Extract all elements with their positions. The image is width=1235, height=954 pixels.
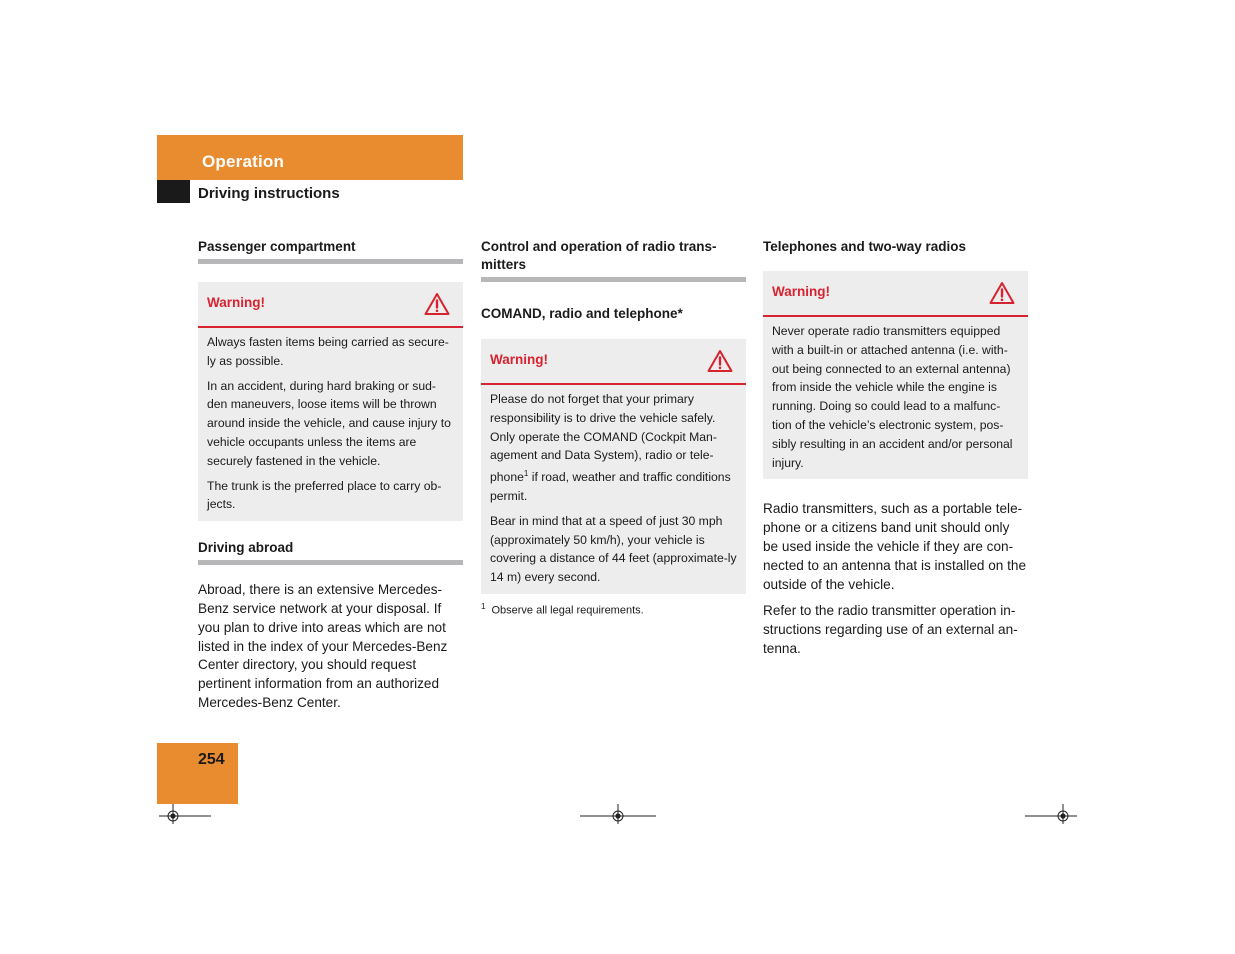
column-3 <box>763 238 1028 667</box>
warning-triangle-icon <box>424 292 450 316</box>
footnote <box>481 600 746 618</box>
warning-paragraph: Bear in mind that at a speed of just 30 mph (approximately 50 km/h), your vehicle is covering a distance of 44 feet (approximate-ly 14 m) every second. <box>490 513 737 585</box>
chapter-title: Operation <box>202 152 285 171</box>
heading-driving-abroad: Driving abroad <box>198 539 463 565</box>
warning-body <box>763 317 1028 479</box>
warning-paragraph: Never operate radio transmitters equipped with a built-in or attached antenna (i.e. with-out being connected to an external antenna) from inside the vehicle while the engine is running. Doing so could lead to a malfunc-tion of the vehicle’s electronic system, pos-sibly resulting in an accident and/or personal injury. <box>772 324 1013 470</box>
column-1 <box>198 238 463 721</box>
footnote-text: Observe all legal requirements. <box>491 604 644 617</box>
warning-label: Warning! <box>772 284 830 299</box>
paragraph: Abroad, there is an extensive Mercedes-Benz service network at your disposal. If you plan to drive into areas which are not listed in the index of your Mercedes-Benz Center directory, you should request pertinent information from an authorized Mercedes-Benz Center. <box>198 582 448 710</box>
page-number: 254 <box>198 751 225 768</box>
warning-paragraph: In an accident, during hard braking or sud-den maneuvers, loose items will be thrown around inside the vehicle, and cause injury to vehicle occupants unless the items are securely fastened in the vehicle. <box>207 378 451 468</box>
paragraph: Radio transmitters, such as a portable tele-phone or a citizens band unit should only be used inside the vehicle if they are con-nected to an antenna that is installed on the outside of the vehicle. <box>763 501 1027 592</box>
warning-label: Warning! <box>207 295 265 310</box>
crop-mark-icon <box>157 802 213 826</box>
subheading-comand: COMAND, radio and telephone* <box>481 306 683 321</box>
footnote-reference: 1 <box>523 469 529 479</box>
footnote-mark: 1 <box>481 602 486 612</box>
warning-box <box>198 282 463 521</box>
warning-body <box>481 385 746 594</box>
chapter-bar <box>157 135 463 180</box>
heading-passenger-compartment: Passenger compartment <box>198 238 463 264</box>
warning-box <box>763 271 1028 479</box>
warning-header <box>198 282 463 328</box>
warning-text: if road, weather and traffic conditions permit. <box>490 470 731 504</box>
warning-text: Please do not forget that your primary responsibility is to drive the vehicle safely. Only operate the COMAND (Cockpit Man-agement and Data System), radio or tele-phone <box>490 392 717 485</box>
warning-paragraph: The trunk is the preferred place to carry ob-jects. <box>207 478 442 512</box>
warning-body <box>198 328 463 521</box>
heading-telephones: Telephones and two-way radios <box>763 239 967 254</box>
warning-triangle-icon <box>989 281 1015 305</box>
warning-header <box>481 339 746 385</box>
page-number-box <box>157 743 238 804</box>
warning-header <box>763 271 1028 317</box>
warning-paragraph: Always fasten items being carried as secure-ly as possible. <box>207 335 449 368</box>
body-text <box>763 500 1028 658</box>
crop-mark-icon <box>578 802 658 826</box>
section-title: Driving instructions <box>198 185 340 202</box>
column-2 <box>481 238 746 618</box>
body-text <box>198 581 463 713</box>
section-marker <box>157 180 190 203</box>
warning-triangle-icon <box>707 349 733 373</box>
heading-radio-transmitters: Control and operation of radio trans-mitters <box>481 238 746 282</box>
warning-box <box>481 339 746 594</box>
warning-label: Warning! <box>490 352 548 367</box>
warning-paragraph <box>490 390 737 506</box>
paragraph: Refer to the radio transmitter operation in-structions regarding use of an external an-tenna. <box>763 603 1018 656</box>
crop-mark-icon <box>1023 802 1079 826</box>
